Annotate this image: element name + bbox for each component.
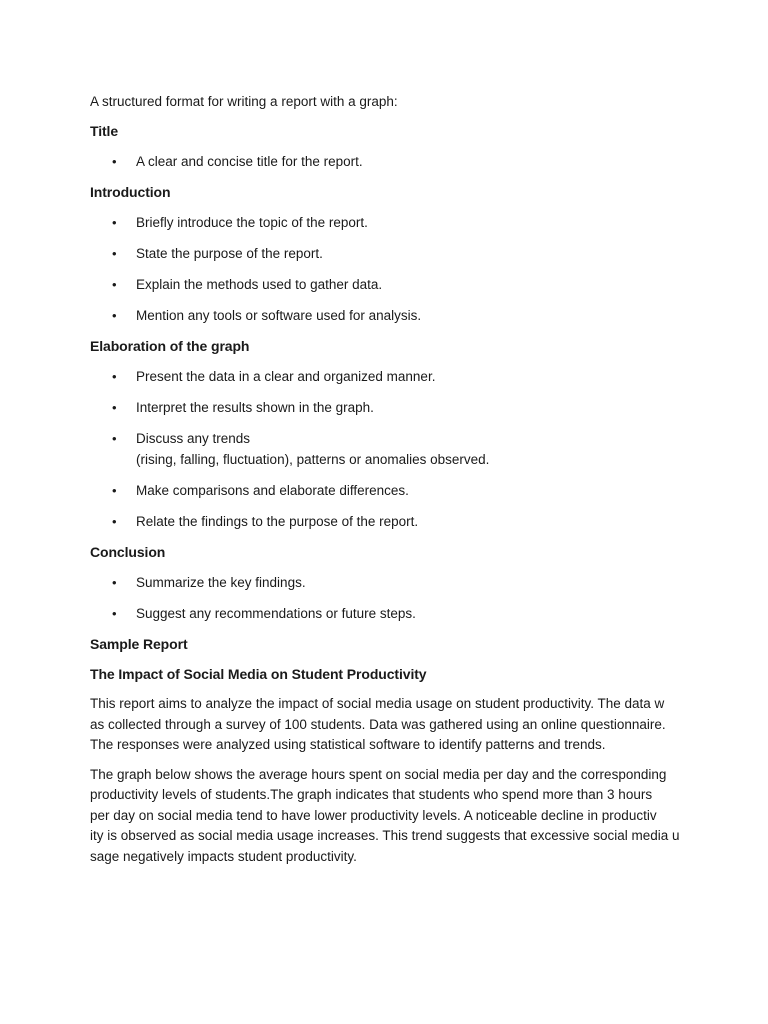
list-item: • Make comparisons and elaborate differences. (90, 480, 690, 501)
bullet-icon: • (112, 154, 117, 169)
bullet-icon: • (112, 606, 117, 621)
section-heading-introduction: Introduction (90, 184, 171, 200)
sample-paragraph-2: The graph below shows the average hours spent on social media per day and the corresponding productivity levels of students.The graph indicates that students who spend more than 3 hours per day on social media tend to have lower productivity levels. A noticeable decline in productiv ity is observed as social media usage increases. This trend suggests that excessive social media u sage negatively impacts student productivity. (90, 766, 680, 864)
bullet-icon: • (112, 369, 117, 384)
conclusion-bullet-list (90, 572, 690, 624)
list-item: • Present the data in a clear and organized manner. (90, 366, 690, 387)
list-item: • A clear and concise title for the report. (90, 151, 690, 172)
bullet-icon: • (112, 277, 117, 292)
list-item: • Briefly introduce the topic of the report. (90, 212, 690, 233)
section-heading-title: Title (90, 123, 119, 139)
bullet-icon: • (112, 308, 117, 323)
document-page (90, 91, 690, 876)
list-item: • Summarize the key findings. (90, 572, 690, 593)
bullet-icon: • (112, 575, 117, 590)
section-heading-conclusion: Conclusion (90, 544, 166, 560)
bullet-icon: • (112, 246, 117, 261)
list-item: • State the purpose of the report. (90, 243, 690, 264)
title-bullet-list (90, 151, 690, 172)
bullet-icon: • (112, 514, 117, 529)
list-item: • Suggest any recommendations or future steps. (90, 603, 690, 624)
sample-paragraph-1: This report aims to analyze the impact of social media usage on student productivity. The data w as collected through a survey of 100 students. Data was gathered using an online questionnaire. The responses were analyzed using statistical software to identify patterns and trends. (90, 696, 666, 752)
bullet-icon: • (112, 400, 117, 415)
list-item: • Explain the methods used to gather data. (90, 274, 690, 295)
intro-text: A structured format for writing a report with a graph: (90, 94, 398, 109)
bullet-icon: • (112, 215, 117, 230)
section-heading-elaboration: Elaboration of the graph (90, 338, 250, 354)
list-item: • Discuss any trends (rising, falling, fluctuation), patterns or anomalies observed. (90, 428, 690, 470)
bullet-icon: • (112, 431, 117, 446)
list-item: • Mention any tools or software used for analysis. (90, 305, 690, 326)
list-item: • Relate the findings to the purpose of the report. (90, 511, 690, 532)
list-item: • Interpret the results shown in the graph. (90, 397, 690, 418)
introduction-bullet-list (90, 212, 690, 326)
sample-report-heading: Sample Report (90, 636, 188, 652)
bullet-icon: • (112, 483, 117, 498)
elaboration-bullet-list (90, 366, 690, 532)
sample-report-title: The Impact of Social Media on Student Productivity (90, 666, 427, 682)
